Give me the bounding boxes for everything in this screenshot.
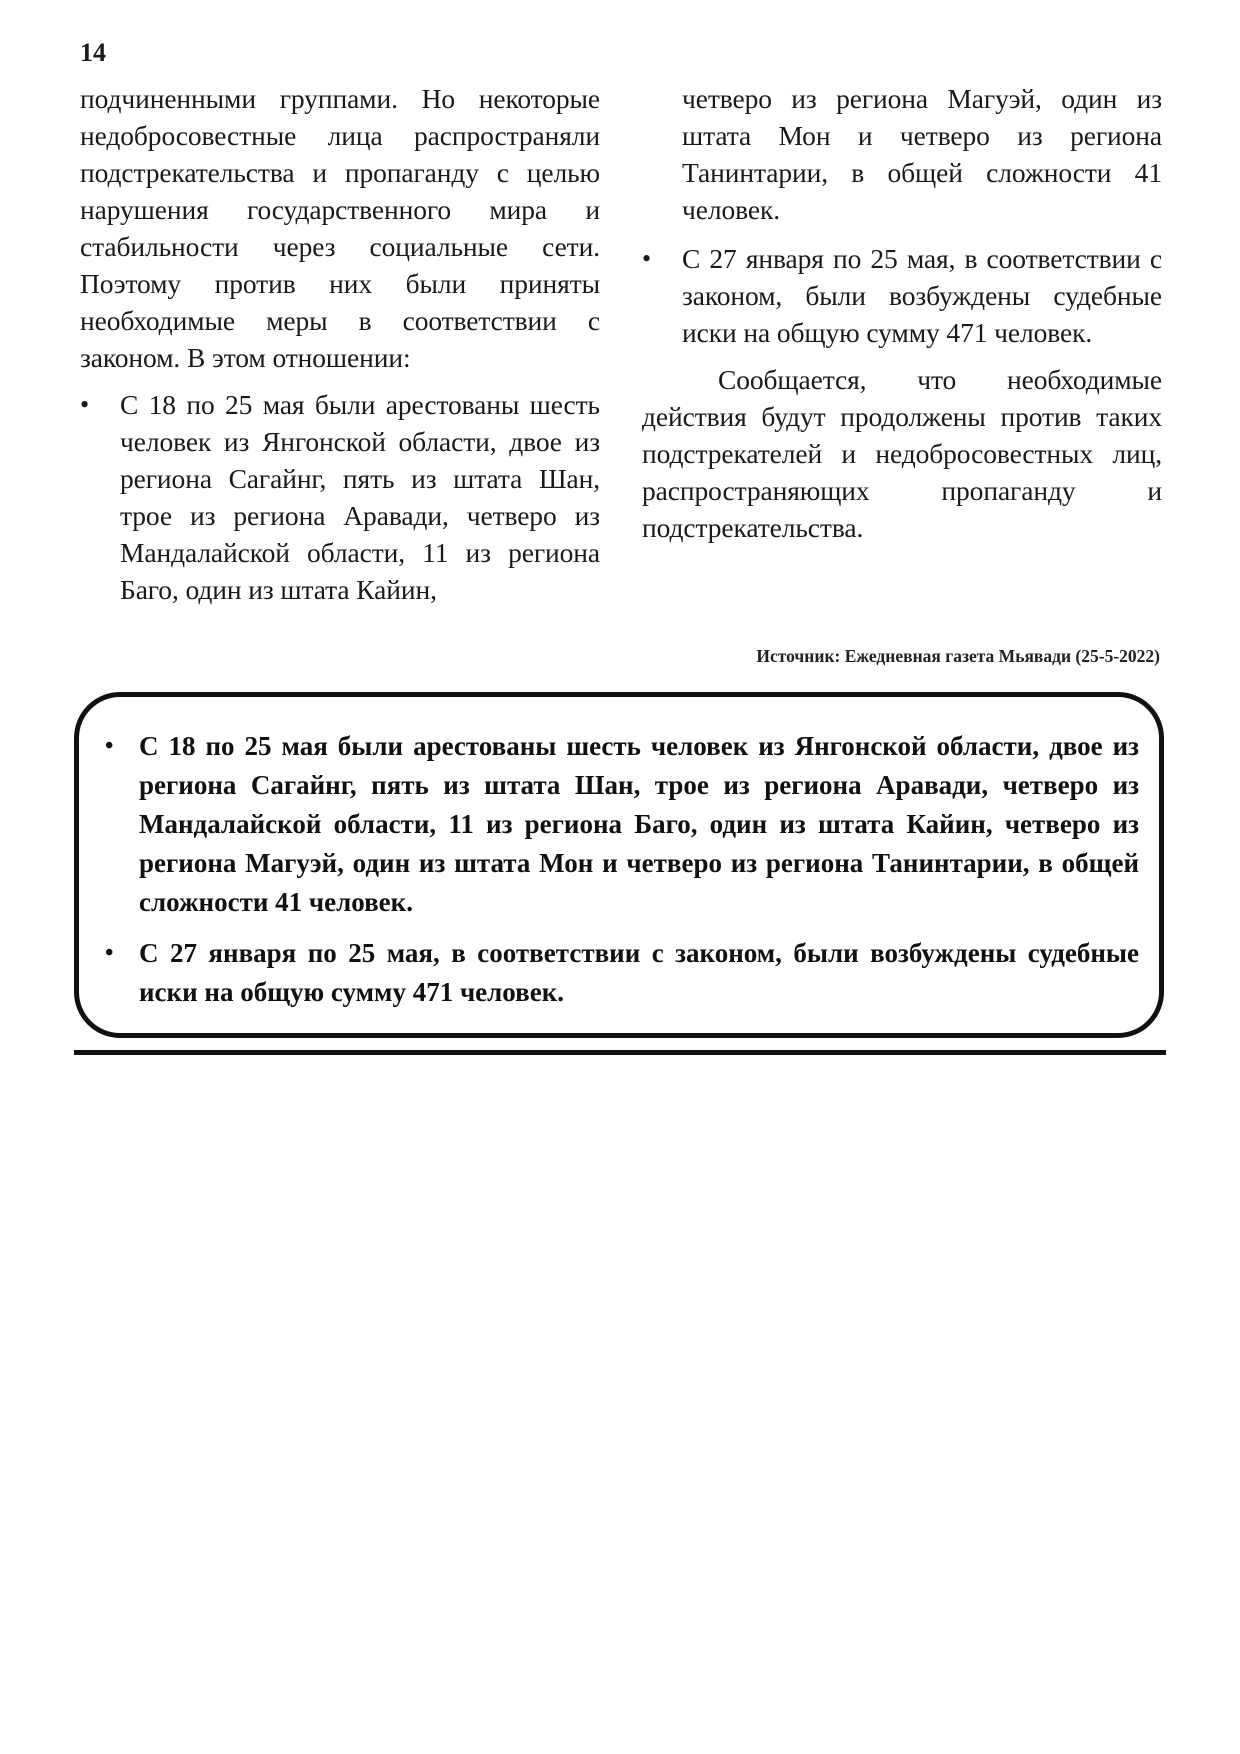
summary-item: • С 27 января по 25 мая, в соответствии с законом, были возбуждены судебные иски на общую сумму 471 человек. [99, 934, 1139, 1012]
summary-list [99, 727, 1139, 1024]
list-item-arrests: • С 18 по 25 мая были арестованы шесть человек из Янгонской области, двое из региона Сагайнг, пять из штата Шан, трое из региона Аравади, четверо из Мандалайской области, 11 из региона Баго, один из штата Кайин, [80, 386, 600, 608]
right-column [642, 80, 1162, 546]
source-citation: Источник: Ежедневная газета Мьявади (25-5-2022) [756, 646, 1160, 666]
closing-paragraph: Сообщается, что необходимые действия будут продолжены против таких подстрекателей и недобросовестных лиц, распространяющих пропаганду и подстрекательства. [642, 364, 1162, 543]
page-number: 14 [80, 38, 106, 67]
horizontal-divider [74, 1050, 1166, 1055]
intro-paragraph: подчиненными группами. Но некоторые недобросовестные лица распространяли подстрекательства и пропаганду с целью нарушения государственного мира и стабильности через социальные сети. Поэтому против них были приняты необходимые меры в соответствии с законом. В этом отношении: [80, 83, 600, 373]
arrests-list-left [80, 386, 600, 608]
arrests-list-right [642, 80, 1162, 351]
list-item-arrests-continued: четверо из региона Магуэй, один из штата Мон и четверо из региона Танинтарии, в общей сложности 41 человек. [682, 83, 1162, 225]
list-item-lawsuits: • С 27 января по 25 мая, в соответствии с законом, были возбуждены судебные иски на общую сумму 471 человек. [642, 240, 1162, 351]
summary-box [74, 692, 1164, 1038]
summary-item: • С 18 по 25 мая были арестованы шесть человек из Янгонской области, двое из региона Сагайнг, пять из штата Шан, трое из региона Аравади, четверо из Мандалайской области, 11 из региона Баго, один из штата Кайин, четверо из региона Магуэй, один из штата Мон и четверо из региона Танинтарии, в общей сложности 41 человек. [99, 727, 1139, 922]
left-column [80, 80, 600, 618]
